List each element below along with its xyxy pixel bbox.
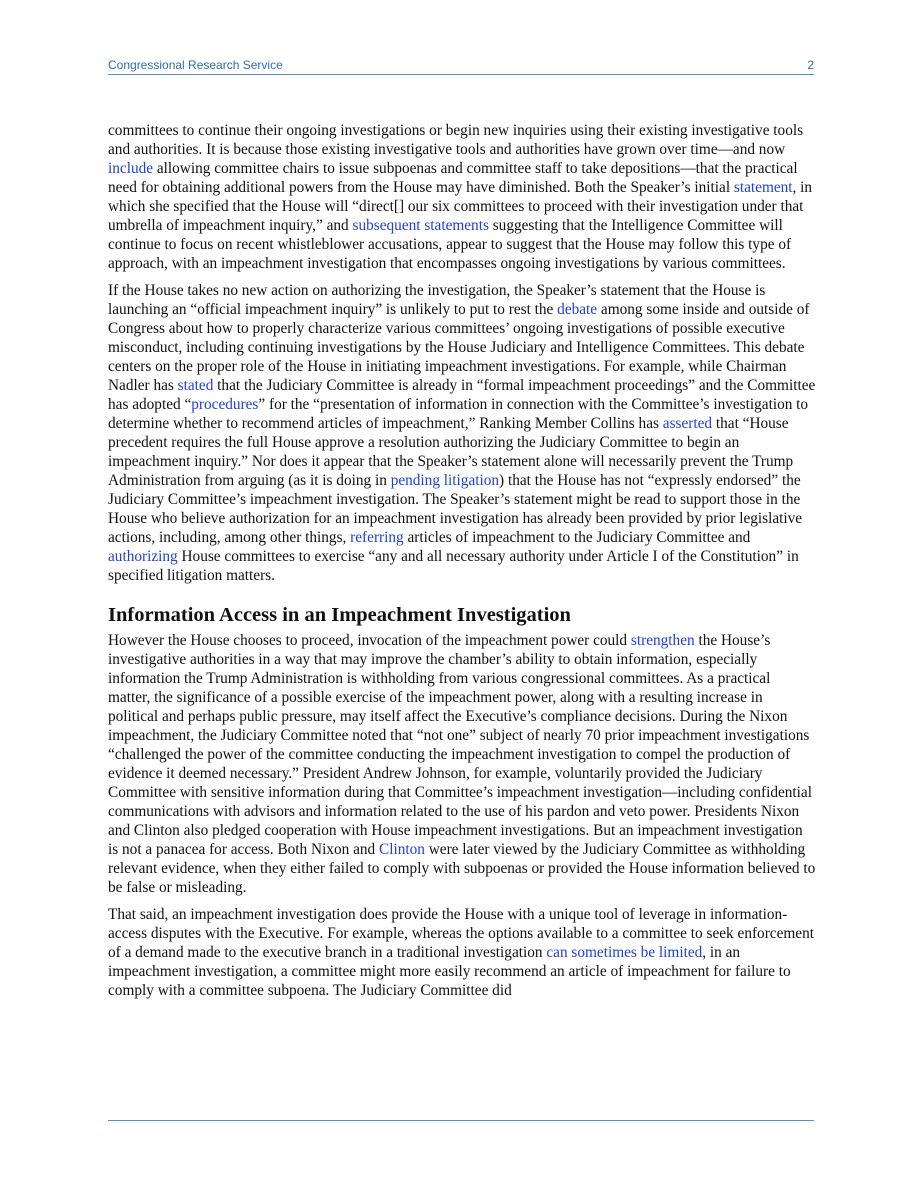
section-heading: Information Access in an Impeachment Investigation (108, 604, 571, 626)
header-source: Congressional Research Service (108, 58, 283, 72)
inline-link[interactable]: asserted (662, 415, 713, 432)
inline-link[interactable]: include (108, 160, 154, 177)
page-number: 2 (807, 58, 814, 72)
text-run: committees to continue their ongoing investigations or begin new inquiries using their existing investigative tools and authorities. It is because those existing investigative tools and authorities have grown over time—and now (108, 122, 804, 158)
text-run: House committees to exercise “any and all necessary authority under Article I of the Constitution” in specified litigation matters. (108, 548, 799, 584)
footer-rule (108, 1120, 814, 1121)
paragraph (108, 121, 816, 273)
header-rule (108, 74, 814, 75)
inline-link[interactable]: subsequent statements (352, 217, 489, 234)
text-run: were later viewed by the Judiciary Committee as withholding relevant evidence, when they either failed to comply with subpoenas or provided the House information believed to be false or misleading. (108, 841, 816, 896)
section-intro (108, 121, 816, 585)
text-run: That said, an impeachment investigation does provide the House with a unique tool of leverage in information-access disputes with the Executive. For example, whereas the options available to a committee to seek enforcement of a demand made to the executive branch in a traditional investigation (108, 906, 814, 961)
text-run: ” for the “presentation of information in connection with the Committee’s investigation to determine whether to recommend articles of impeachment,” Ranking Member Collins has (108, 396, 809, 432)
text-run: If the House takes no new action on authorizing the investigation, the Speaker’s statement that the House is launching an “official impeachment inquiry” is unlikely to put to rest the (108, 282, 766, 318)
inline-link[interactable]: stated (177, 377, 214, 394)
paragraph (108, 281, 816, 585)
inline-link[interactable]: strengthen (630, 632, 695, 649)
text-run: articles of impeachment to the Judiciary Committee and (403, 529, 751, 546)
body-text (108, 121, 816, 1008)
text-run: the House’s investigative authorities in a way that may improve the chamber’s ability to obtain information, especially information the Trump Administration is withholding from various congressional committees. As a practical matter, the significance of a possible exercise of the impeachment power, along with a resulting increase in political and perhaps public pressure, may itself affect the Executive’s compliance decisions. During the Nixon impeachment, the Judiciary Committee noted that “not one” subject of nearly 70 prior impeachment investigations “challenged the power of the committee conducting the impeachment investigation to compel the production of evidence it deemed necessary.” President Andrew Johnson, for example, voluntarily provided the Judiciary Committee with sensitive information during that Committee’s impeachment investigation—including confidential communications with advisors and information related to the use of his pardon and veto power. Presidents Nixon and Clinton also pledged cooperation with House impeachment investigations. But an impeachment investigation is not a panacea for access. Both Nixon and (108, 632, 812, 858)
inline-link[interactable]: procedures (191, 396, 259, 413)
text-run: , in an impeachment investigation, a committee might more easily recommend an article of impeachment for failure to comply with a committee subpoena. The Judiciary Committee did (108, 944, 791, 999)
section-information-access (108, 631, 816, 1000)
text-run: that “House precedent requires the full House approve a resolution authorizing the Judiciary Committee to begin an impeachment inquiry.” Nor does it appear that the Speaker’s statement alone will necessarily prevent the Trump Administration from arguing (as it is doing in (108, 415, 794, 489)
inline-link[interactable]: debate (557, 301, 598, 318)
text-run: that the Judiciary Committee is already in “formal impeachment proceedings” and the Committee has adopted “ (108, 377, 816, 413)
text-run: among some inside and outside of Congress about how to properly characterize various committees’ ongoing investigations of possible executive misconduct, including continuing investigations by the House Judiciary and Intelligence Committees. This debate centers on the proper role of the House in initiating impeachment investigations. For example, while Chairman Nadler has (108, 301, 810, 394)
text-run: suggesting that the Intelligence Committee will continue to focus on recent whistleblower accusations, appear to suggest that the House may follow this type of approach, with an impeachment investigation that encompasses ongoing investigations by various committees. (108, 217, 792, 272)
running-header (108, 58, 814, 74)
text-run: ) that the House has not “expressly endorsed” the Judiciary Committee’s impeachment investigation. The Speaker’s statement might be read to support those in the House who believe authorization for an impeachment investigation has already been provided by prior legislative actions, including, among other things, (108, 472, 803, 546)
paragraph (108, 631, 816, 897)
paragraph (108, 905, 816, 1000)
inline-link[interactable]: Clinton (379, 841, 425, 858)
inline-link[interactable]: statement (733, 179, 793, 196)
inline-link[interactable]: referring (350, 529, 404, 546)
inline-link[interactable]: can sometimes be limited (546, 944, 703, 961)
text-run: , in which she specified that the House will “direct[] our six committees to proceed with their investigation under that umbrella of impeachment inquiry,” and (108, 179, 813, 234)
inline-link[interactable]: pending litigation (390, 472, 500, 489)
text-run: However the House chooses to proceed, invocation of the impeachment power could (108, 632, 631, 649)
inline-link[interactable]: authorizing (108, 548, 178, 565)
text-run: allowing committee chairs to issue subpoenas and committee staff to take depositions—that the practical need for obtaining additional powers from the House may have diminished. Both the Speaker’s initial (108, 160, 798, 196)
